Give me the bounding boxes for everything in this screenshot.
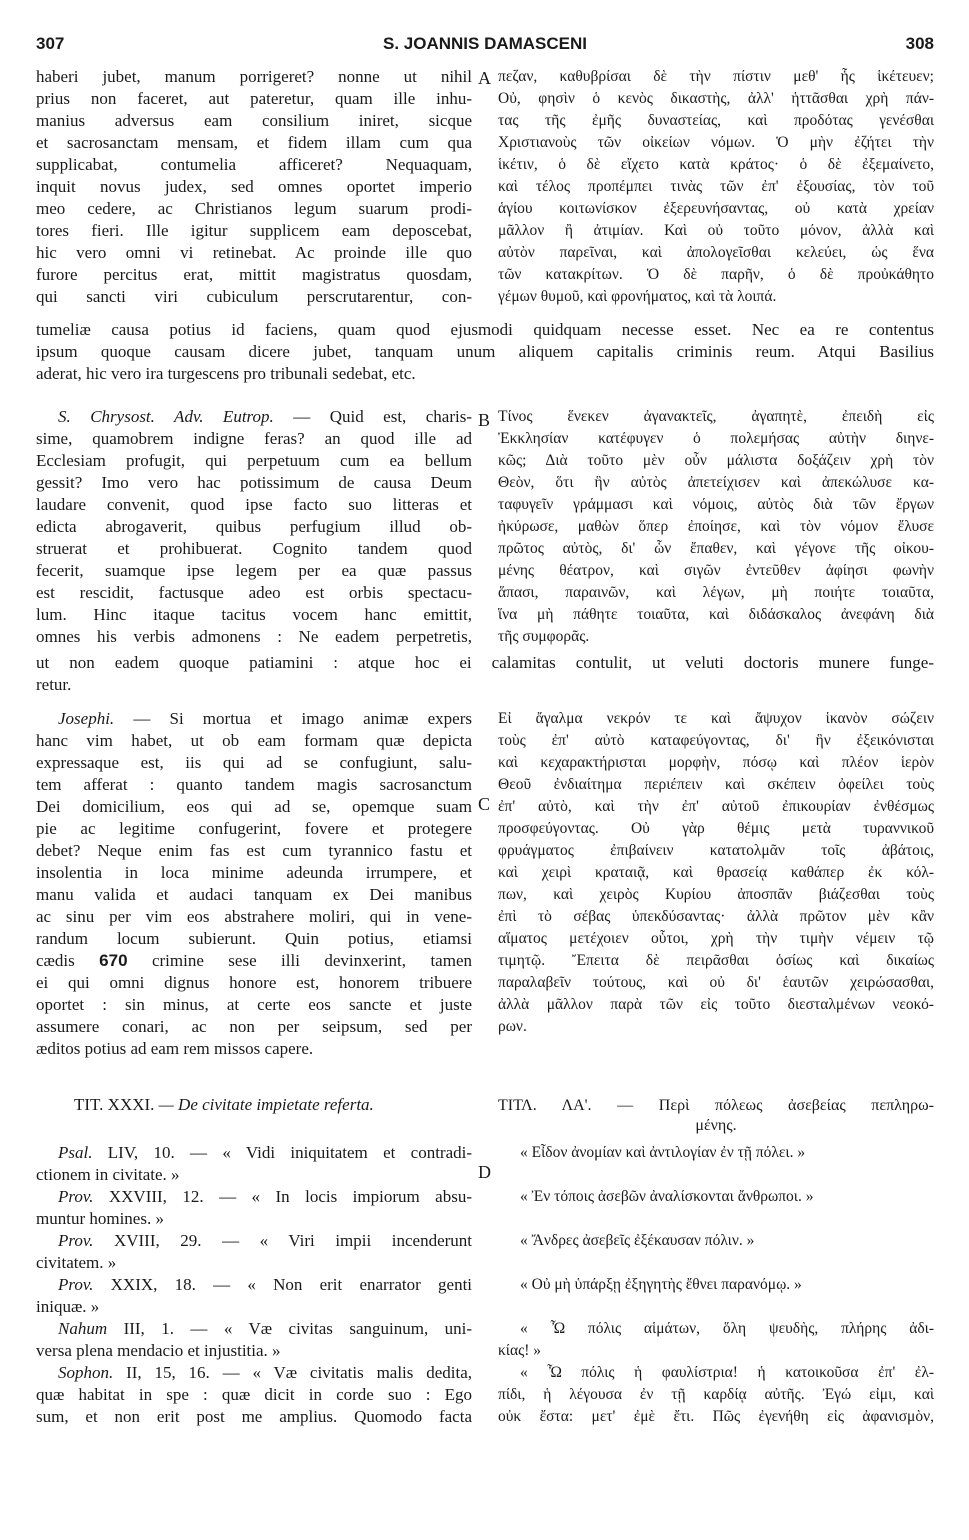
section-a [36,66,934,396]
text-line: civitatem. » [36,1253,117,1272]
text-line: omnes his verbis admonens : Ne eadem perpetretis, [36,627,472,646]
source-reference: S. Chrysost. Adv. Eutrop. [58,407,274,426]
greek-title: ΤΙΤΛ. ΛΑ'. — Περὶ πόλεως ἀσεβείας πεπληρω- μένης. [498,1097,934,1134]
text-line: insolentia in loca minime adeunda irrumpere, et [36,863,472,882]
text-line: Prov. XXIX, 18. — « Non erit enarrator genti [58,1275,472,1294]
text-line: Θεὸν, ὅτι ἣν αὐτὸς ἀπετείχισεν καὶ ἀπεκώλυσε κα- [498,474,934,491]
margin-marker: A [478,68,491,88]
text-line: manu valida et audaci tanquam ex Dei manibus [36,885,472,904]
text-line: est rescidit, factusque adeo est orbis spectacu- [36,583,472,602]
text-line: pie ac legitime confugerint, fovere et protegere [36,819,472,838]
text-line: τῆς συμφορᾶς. [498,628,590,645]
text-line: oportet : sin minus, at certe eos sancte et juste [36,995,472,1014]
text-line: et sacrosanctam mensam, et fidem illam cum qua [36,133,472,152]
page-number-right: 308 [905,34,934,53]
section-c [36,708,934,1078]
text-line: προσφεύγοντας. Οὐ γὰρ θέμις μετὰ τυραννικοῦ [498,820,934,837]
text-line: manius adversus eam consilium iniret, sicque [36,111,472,130]
text-line: « Ὦ πόλις ἡ φαυλίστρια! ἡ κατοικοῦσα ἐπ' ἐλ- [520,1364,934,1381]
latin-title: TIT. XXXI. — De civitate impietate referta. [74,1095,374,1114]
text-line: sum, et non erit post me amplius. Quomodo facta [36,1407,472,1426]
margin-marker: D [478,1162,491,1182]
running-title: S. JOANNIS DAMASCENI [382,34,588,53]
text-line: Ἐκκλησίαν κατέφυγεν ὁ πολεμήσας αὐτὴν διηνε- [498,430,934,447]
text-line: Χριστιανοὺς τῶν οἰκείων νόμων. Ὁ μὴν ἐζήτει τὴν [498,134,934,151]
text-line: ἁγίου κοιτωνίσκον ἐξερευνήσαντας, οὐ κατὰ χρείαν [498,200,934,217]
text-line: cædis 670 crimine sese illi devinxerint, tamen [36,951,472,970]
text-line: furore percitus erat, mittit magistratus quosdam, [36,265,472,284]
section-d [36,1142,934,1462]
text-line: assumere conari, ac non per seipsum, sed per [36,1017,472,1036]
text-line: τοὺς ἐπ' αὐτὸ καταφεύγοντας, δι' ἣν ἐξεικόνισται [498,732,934,749]
text-line: ei qui omni dignus honore est, honorem tribuere [36,973,472,992]
text-line [498,1208,934,1230]
text-line: iniquæ. » [36,1297,100,1316]
text-line: Οὐ, φησὶν ὁ κενὸς δικαστὴς, ἀλλ' ἡττᾶσθαι χρὴ πάν- [498,90,934,107]
text-line: « Εἶδον ἀνομίαν καὶ ἀντιλογίαν ἐν τῇ πόλει. » [520,1144,806,1161]
text-line: haberi jubet, manum porrigeret? nonne ut nihil [36,67,472,86]
greek-column [498,66,934,308]
margin-marker: C [478,794,491,814]
text-line [498,1164,934,1186]
text-line: ctionem in civitate. » [36,1165,180,1184]
text-line: μᾶλλον ἢ ἀτιμίαν. Καὶ οὐ τοῦτο μόνον, ἀλλὰ καὶ [498,222,934,239]
text-line: Ecclesiam profugit, qui perpetuum cum ea bellum [36,451,472,470]
text-line: hanc vim habet, ut ob eam formam quæ depicta [36,731,472,750]
text-line [498,1296,934,1318]
text-line: æditos potius ad eam rem missos capere. [36,1039,314,1058]
text-line: tem afferat : quanto tandem magis sacrosanctum [36,775,472,794]
text-line: φρυάγματος ἐπιβαίνειν κατατολμᾶν τοῖς ἀβάτοις, [498,842,934,859]
text-line: tores fieri. Ille igitur supplicem eam deposcebat, [36,221,472,240]
text-line: πεζαν, καθυβρίσαι δὲ τὴν πίστιν μεθ' ἧς ἱκέτευεν; [498,68,934,85]
text-line: ρων. [498,1018,527,1035]
text-line: ἱκέτιν, ὁ δὲ εἴχετο κατὰ κράτος· ὁ δὲ ἐξεμαίνετο, [498,156,934,173]
text-line: aderat, hic vero ira turgescens pro tribunali sedebat, etc. [36,364,416,383]
text-line: παραλαβεῖν τούτους, καὶ οὐ δι' ἑαυτῶν χειρώσασθαι, [498,974,934,991]
source-reference: Josephi. [58,709,115,728]
full-width-text [36,319,934,385]
text-line: edicta abrogaverit, quibus perfugium illud ob- [36,517,472,536]
text-line: οὐκ ἔστα: μετ' ἐμὲ ἔτι. Πῶς ἐγενήθη εἰς ἀφανισμὸν, [498,1408,934,1425]
text-line: τῶν κατακρίτων. Ὁ δὲ παρῆν, ὁ δὲ προὐκάθητο [498,266,934,283]
text-line: Josephi. — Si mortua et imago animæ expers [58,709,472,728]
text-line: ἵνα μὴ πάθητε τοιαῦτα, καὶ διδάσκαλος ἀνεφάνη διὰ [498,606,934,623]
text-line: ἠκύρωσε, μαθὼν ὅπερ ἐποίησε, καὶ τὸν νόμον ἔλυσε [498,518,934,535]
text-line: S. Chrysost. Adv. Eutrop. — Quid est, charis- [58,407,472,426]
text-line: Prov. XVIII, 29. — « Viri impii incenderunt [58,1231,472,1250]
section-title [36,1094,934,1142]
greek-column [498,406,934,648]
text-line: ἐπ' αὐτὸ, καὶ τὴν ἐπ' αὐτοῦ ἐπικουρίαν ἐνθέσμως [498,798,934,815]
text-line: ἀλλὰ μᾶλλον παρὰ τῶν εἰς τοῦτο διεσταλμένων νεοκό- [498,996,934,1013]
text-line: prius non faceret, aut pateretur, quam ille inhu- [36,89,472,108]
latin-column [36,66,472,308]
text-line [498,1252,934,1274]
text-line: expressaque est, iis qui ad se confugiunt, salu- [36,753,472,772]
text-line: gessit? Imo vero hac potissimum de causa Deum [36,473,472,492]
text-line: « Οὐ μὴ ὑπάρξῃ ἐξηγητὴς ἔθνει παρανόμῳ. » [520,1276,802,1293]
text-line: τας τῆς ἐμῆς δυναστείας, καὶ προδότας γενέσθαι [498,112,934,129]
text-line: Prov. XXVIII, 12. — « In locis impiorum absu- [58,1187,472,1206]
text-line: randum locum subierunt. Quin potius, etiamsi [36,929,472,948]
text-line: ἅπασι, παραινῶν, καὶ λέγων, μὴ ποιήτε τοιαῦτα, [498,584,934,601]
text-line: fecerit, suamque ipse legem per ea quæ passus [36,561,472,580]
text-line: sime, quamobrem indigne feras? an quod ille ad [36,429,472,448]
page-header [36,34,934,56]
latin-column [36,708,472,1060]
text-line: ipsum quoque causam dicere jubet, tanquam unum aliquem capitalis criminis reum. Atqui Basilius [36,342,934,361]
text-line: retur. [36,675,72,694]
text-line: ac sinu per vim eos abstrahere moliri, qui in vene- [36,907,472,926]
text-line: Nahum III, 1. — « Væ civitas sanguinum, uni- [58,1319,472,1338]
text-line: καὶ τέλος προπέμπει τινὰς τῶν ἐπ' ἐξουσίας, τὸν τοῦ [498,178,934,195]
latin-column [36,1142,472,1428]
text-line: laudare convenit, quod ipse facto suo litteras et [36,495,472,514]
text-line: supplicabat, contumelia afficeret? Nequaquam, [36,155,472,174]
greek-column [498,708,934,1038]
full-width-text [36,652,934,696]
margin-marker: B [478,410,491,430]
text-line: κίας! » [498,1342,542,1359]
text-line: hic vero omni vi retinebat. Ac proinde ille quo [36,243,472,262]
text-line: inquit novus judex, sed omnes oportet imperio [36,177,472,196]
text-line: ἐπὶ τὸ σέβας ὑπεκδύσαντας· ἀλλὰ πρῶτον μὲν κἂν [498,908,934,925]
text-line: quæ habitat in spe : quæ dicit in corde suo : Ego [36,1385,472,1404]
text-line: « Ἄνδρες ἀσεβεῖς ἐξέκαυσαν πόλιν. » [520,1232,755,1249]
text-line: tumeliæ causa potius id faciens, quam quod ejusmodi quidquam necesse esset. Nec ea re contentus [36,320,934,339]
text-line: Τίνος ἕνεκεν ἀγανακτεῖς, ἀγαπητὲ, ἐπειδὴ εἰς [498,408,934,425]
latin-column [36,406,472,648]
text-line: debet? Neque enim fas est cum tyrannico fastu et [36,841,472,860]
greek-column [498,1142,934,1428]
text-line: καὶ χειρὶ κραταιᾷ, καὶ θρασείᾳ καθάπερ ἐκ κόλ- [498,864,934,881]
text-line: qui sancti viri cubiculum perscrutarentur, con- [36,287,472,306]
text-line: « Ἐν τόποις ἀσεβῶν ἀναλίσκονται ἄνθρωποι. » [520,1188,814,1205]
text-line: Sophon. II, 15, 16. — « Væ civitatis malis dedita, [58,1363,472,1382]
text-line: ut non eadem quoque patiamini : atque hoc ei calamitas contulit, ut veluti doctoris munere funge- [36,653,934,672]
column-number: 670 [99,951,128,970]
text-line: lum. Hinc itaque tacitus vocem hanc emittit, [36,605,472,624]
text-line: Psal. LIV, 10. — « Vidi iniquitatem et contradi- [58,1143,472,1162]
text-line: πίδι, ἡ λέγουσα ἐν τῇ καρδίᾳ αὐτῆς. Ἐγώ εἰμι, καὶ [498,1386,934,1403]
page-number-left: 307 [36,34,65,53]
section-b [36,406,934,702]
text-line: γέμων θυμοῦ, καὶ φρονήματος, καὶ τὰ λοιπά. [498,288,777,305]
text-line: αὐτὸν παρεῖναι, καὶ ἀπολογεῖσθαι κελεύει, ὡς ἕνα [498,244,934,261]
text-line: καὶ κεχαρακτήρισται μορφὴν, πόσῳ καὶ πλέον ἱερὸν [498,754,934,771]
text-line: ταφυγεῖν γράμμασι καὶ νόμοις, αὐτὸς διὰ τῶν ἔργων [498,496,934,513]
text-line: πων, καὶ χειρὸς Κυρίου ἀποσπᾶν βιάζεσθαι τοὺς [498,886,934,903]
text-line: τιμητῷ. Ἔπειτα δὲ πειρᾶσθαι ὁσίως καὶ δικαίως [498,952,934,969]
text-line: meo cedere, ac Christianos legum suarum prodi- [36,199,472,218]
text-line: αἵματος μετέχοιεν οὗτοι, χρὴ τὴν τιμὴν νέμειν τῷ [498,930,934,947]
text-line: struerat et prohibuerat. Cognito tandem quod [36,539,472,558]
text-line: Εἰ ἄγαλμα νεκρόν τε καὶ ἄψυχον ἱκανὸν σώζειν [498,710,934,727]
text-line: versa plena mendacio et injustitia. » [36,1341,281,1360]
text-line: « Ὦ πόλις αἱμάτων, ὅλη ψευδὴς, πλήρης ἀδι- [520,1320,934,1337]
text-line: μένης θέατρον, καὶ σιγῶν ἐντεῦθεν ἀφίησι φωνὴν [498,562,934,579]
text-line: Dei domicilium, eos qui ad se, opemque suam [36,797,472,816]
text-line: Θεοῦ ἐνδιαίτημα περιέπειν καὶ σκέπειν ὀφείλει τοὺς [498,776,934,793]
text-line: κῶς; Διὰ τοῦτο μὲν οὖν μάλιστα δοξάζειν χρὴ τὸν [498,452,934,469]
text-line: πρῶτος αὐτὸς, δι' ὧν ἔπαθεν, καὶ γέγονε τῆς οἰκου- [498,540,934,557]
text-line: muntur homines. » [36,1209,164,1228]
